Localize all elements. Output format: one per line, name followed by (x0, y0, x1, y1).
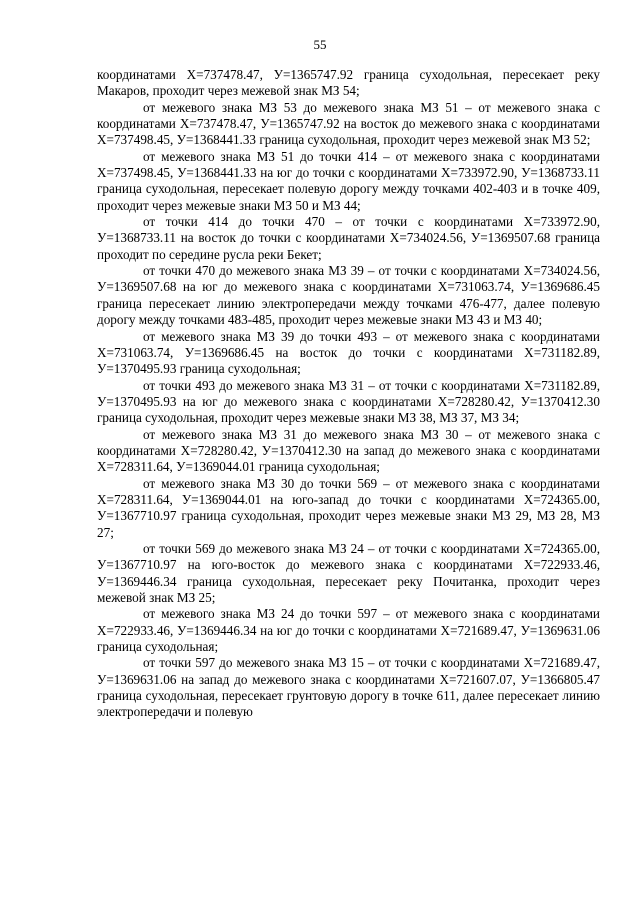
paragraph: от межевого знака МЗ 51 до точки 414 – от межевого знака с координатами Х=737498.45, У=1368441.33 на юг до точки с координатами Х=733972.90, У=1368733.11 граница суходольная, пересекает полевую дорогу между точками 402-403 и в точке 409, проходит через межевые знаки МЗ 50 и МЗ 44; (97, 148, 600, 213)
paragraph: от межевого знака МЗ 31 до межевого знака МЗ 30 – от межевого знака с координатами Х=728280.42, У=1370412.30 на запад до межевого знака с координатами Х=728311.64, У=1369044.01 граница суходольная; (97, 426, 600, 475)
paragraph: от межевого знака МЗ 53 до межевого знака МЗ 51 – от межевого знака с координатами Х=737478.47, У=1365747.92 на восток до межевого знака с координатами Х=737498.45, У=1368441.33 граница суходольная, проходит через межевой знак МЗ 52; (97, 99, 600, 148)
paragraph: от точки 470 до межевого знака МЗ 39 – от точки с координатами Х=734024.56, У=1369507.68 на юг до межевого знака с координатами Х=731063.74, У=1369686.45 граница пересекает линию электропередачи между точками 476-477, далее полевую дорогу между точками 483-485, проходит через межевые знаки МЗ 43 и МЗ 40; (97, 263, 600, 328)
paragraph: от межевого знака МЗ 30 до точки 569 – от межевого знака с координатами Х=728311.64, У=1369044.01 на юго-запад до точки с координатами Х=724365.00, У=1367710.97 граница суходольная, проходит через межевые знаки МЗ 29, МЗ 28, МЗ 27; (97, 475, 600, 540)
paragraph: от межевого знака МЗ 39 до точки 493 – от межевого знака с координатами Х=731063.74, У=1369686.45 на восток до точки с координатами Х=731182.89, У=1370495.93 граница суходольная; (97, 328, 600, 377)
paragraph: от точки 493 до межевого знака МЗ 31 – от точки с координатами Х=731182.89, У=1370495.93 на юг до межевого знака с координатами Х=728280.42, У=1370412.30 граница суходольная, проходит через межевые знаки МЗ 38, МЗ 37, МЗ 34; (97, 377, 600, 426)
paragraph: от точки 597 до межевого знака МЗ 15 – от точки с координатами Х=721689.47, У=1369631.06 на запад до межевого знака с координатами Х=721607.07, У=1366805.47 граница суходольная, пересекает грунтовую дорогу в точке 611, далее пересекает линию электропередачи и полевую (97, 655, 600, 720)
document-body (97, 67, 600, 721)
paragraph: от точки 569 до межевого знака МЗ 24 – от точки с координатами Х=724365.00, У=1367710.97 на юго-восток до межевого знака с координатами Х=722933.46, У=1369446.34 граница суходольная, пересекает реку Почитанка, проходит через межевой знак МЗ 25; (97, 540, 600, 605)
paragraph: от точки 414 до точки 470 – от точки с координатами Х=733972.90, У=1368733.11 на восток до точки с координатами Х=734024.56, У=1369507.68 граница проходит по середине русла реки Бекет; (97, 214, 600, 262)
paragraph: координатами Х=737478.47, У=1365747.92 граница суходольная, пересекает реку Макаров, проходит через межевой знак МЗ 54; (97, 67, 600, 99)
page-number: 55 (313, 37, 327, 52)
paragraph: от межевого знака МЗ 24 до точки 597 – от межевого знака с координатами Х=722933.46, У=1369446.34 на юг до точки с координатами Х=721689.47, У=1369631.06 граница суходольная; (97, 606, 600, 655)
